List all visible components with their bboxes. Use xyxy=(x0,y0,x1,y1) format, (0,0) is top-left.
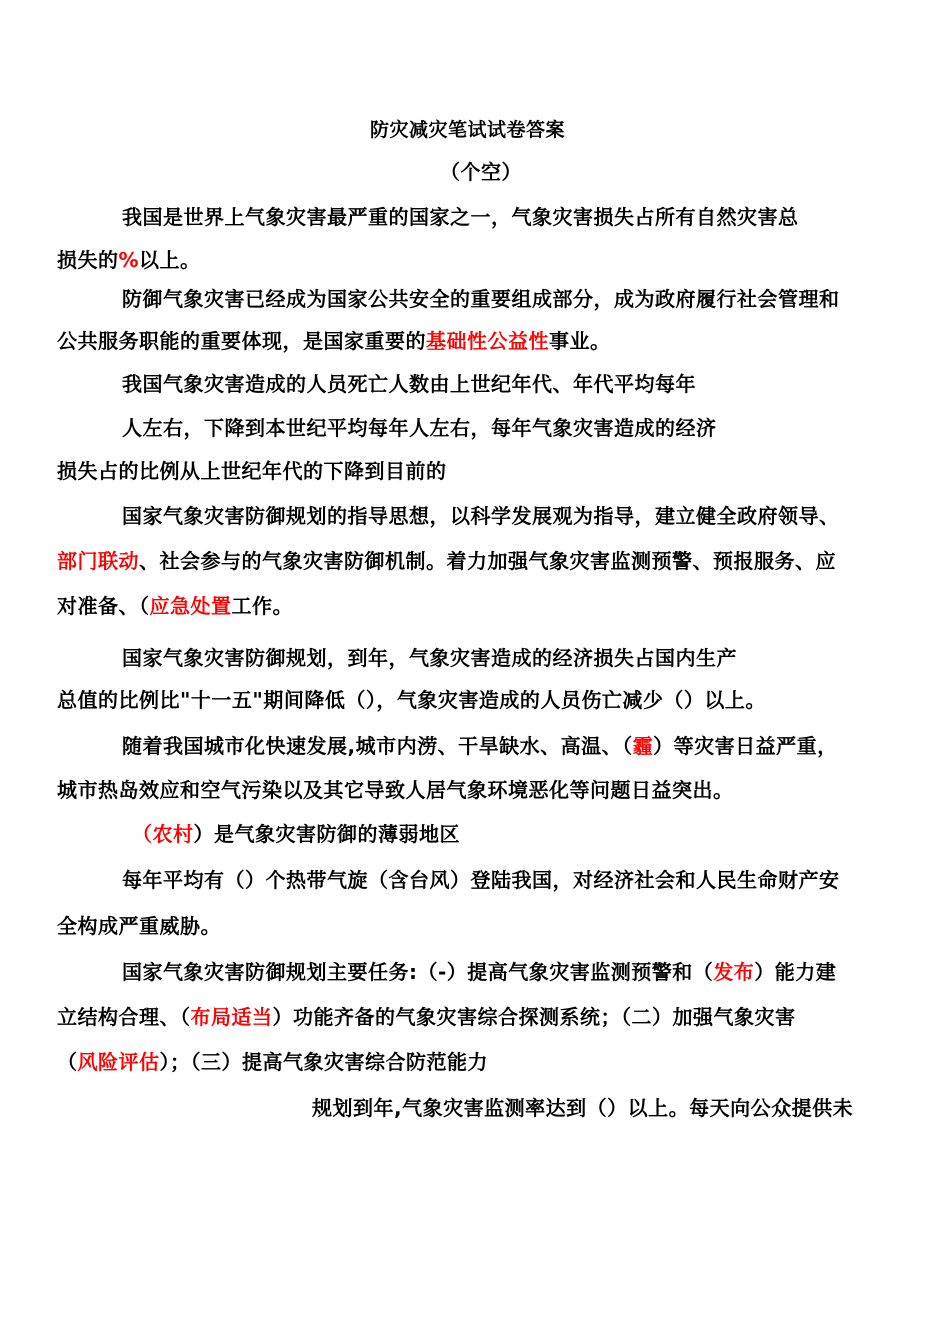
q7-line xyxy=(132,822,460,846)
q3-line2: 人左右，下降到本世纪平均每年人左右，每年气象灾害造成的经济 xyxy=(122,416,717,440)
q1-text-c: 以上。 xyxy=(139,248,201,272)
q10-line1: 规划到年,气象灾害监测率达到（）以上。每天向公众提供未 xyxy=(312,1096,854,1120)
q9-text-3a: （ xyxy=(57,1050,78,1074)
q3-line1: 我国气象灾害造成的人员死亡人数由上世纪年代、年代平均每年 xyxy=(122,372,696,396)
q2-text-a: 公共服务职能的重要体现，是国家重要的 xyxy=(57,329,426,353)
q9-text-2c: ）功能齐备的气象灾害综合探测系统；（二）加强气象灾害 xyxy=(272,1005,796,1029)
q4-answer-2: 应急处置 xyxy=(149,594,232,618)
q2-line1: 防御气象灾害已经成为国家公共安全的重要组成部分，成为政府履行社会管理和 xyxy=(122,287,840,311)
q9-line2 xyxy=(57,1005,796,1029)
q9-text-1c: ）能力建 xyxy=(754,960,837,984)
q6-line2: 城市热岛效应和空气污染以及其它导致人居气象环境恶化等问题日益突出。 xyxy=(57,778,734,802)
q4-answer-1: 部门联动 xyxy=(57,549,139,573)
q4-text-b: 、社会参与的气象灾害防御机制。着力加强气象灾害监测预警、预报服务、应 xyxy=(139,549,836,573)
q1-text-a: 损失的 xyxy=(57,248,119,272)
q4-line2 xyxy=(57,549,836,573)
q6-answer: 霾 xyxy=(632,734,654,758)
q2-text-c: 事业。 xyxy=(549,329,611,353)
q5-line2: 总值的比例比"十一五"期间降低（），气象灾害造成的人员伤亡减少（）以上。 xyxy=(57,688,766,712)
q9-answer-1: 发布 xyxy=(713,960,755,984)
q9-line3 xyxy=(57,1050,488,1074)
document-subtitle: （个空） xyxy=(440,160,522,184)
q7-text-c: ）是气象灾害防御的薄弱地区 xyxy=(193,822,460,846)
q9-text-2a: 立结构合理、（ xyxy=(57,1005,191,1029)
q9-text-3c: ）；（三）提高气象灾害综合防范能力 xyxy=(159,1050,488,1074)
q6-text-c: ）等灾害日益严重， xyxy=(653,734,838,758)
q9-text-1a: 国家气象灾害防御规划主要任务:（-）提高气象灾害监测预警和（ xyxy=(122,960,714,984)
q9-line1 xyxy=(122,960,836,984)
document-title: 防灾减灾笔试试卷答案 xyxy=(370,119,566,141)
q9-answer-3: 风险评估 xyxy=(77,1050,160,1074)
q4-line1: 国家气象灾害防御规划的指导思想，以科学发展观为指导，建立健全政府领导、 xyxy=(122,504,840,528)
q6-line1 xyxy=(122,734,838,758)
q4-line3 xyxy=(57,594,293,618)
q1-line2 xyxy=(57,248,201,272)
q8-line1: 每年平均有（）个热带气旋（含台风）登陆我国，对经济社会和人民生命财产安 xyxy=(122,868,840,892)
q3-line3: 损失占的比例从上世纪年代的下降到目前的 xyxy=(57,459,447,483)
q5-line1: 国家气象灾害防御规划，到年，气象灾害造成的经济损失占国内生产 xyxy=(122,646,737,670)
q2-answer: 基础性公益性 xyxy=(426,329,549,353)
q6-text-a: 随着我国城市化快速发展,城市内涝、干旱缺水、高温、（ xyxy=(122,734,633,758)
q4-text-c: 工作。 xyxy=(231,594,293,618)
q7-open-paren: （ xyxy=(132,822,153,846)
q8-line2: 全构成严重威胁。 xyxy=(57,914,221,938)
q7-answer: 农村 xyxy=(152,822,194,846)
q4-text-a: 对准备、（ xyxy=(57,594,150,618)
q1-line1: 我国是世界上气象灾害最严重的国家之一，气象灾害损失占所有自然灾害总 xyxy=(122,205,799,229)
q9-answer-2: 布局适当 xyxy=(190,1005,273,1029)
q1-answer: % xyxy=(118,248,140,272)
q2-line2 xyxy=(57,329,611,353)
